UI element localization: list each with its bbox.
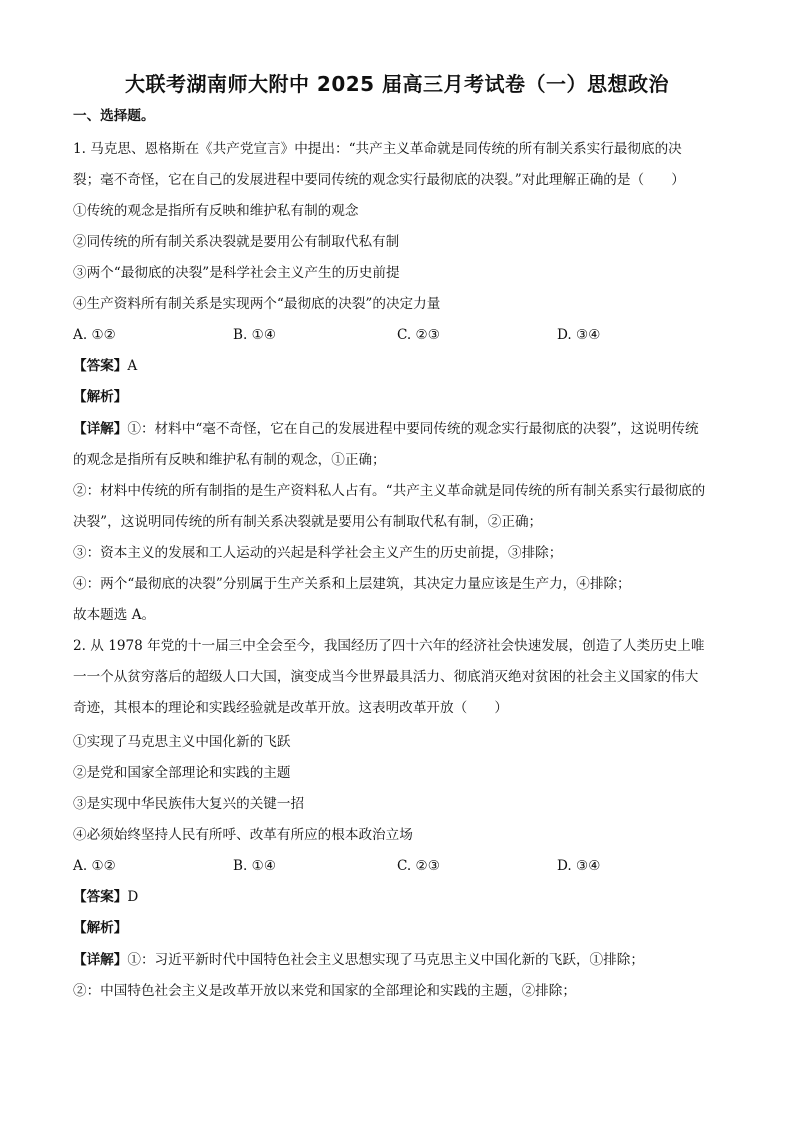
- answer-tag: 【答案】: [73, 358, 128, 374]
- q2-stem-line-2: 一一个从贫穷落后的超级人口大国，演变成当今世界最具活力、彻底消灭绝对贫困的社会主义国家的伟大: [73, 669, 699, 685]
- analysis-tag: 【解析】: [73, 920, 128, 936]
- answer-value: A: [127, 358, 138, 374]
- answer-tag: 【答案】: [73, 889, 128, 905]
- q2-option-d: D. ③④: [557, 858, 601, 874]
- q2-option-c: C. ②③: [397, 858, 440, 874]
- q1-stem-line-1: 1. 马克思、恩格斯在《共产党宣言》中提出：“共产主义革命就是同传统的所有制关系实行最彻底的决: [73, 141, 682, 157]
- q2-stem-line-3: 奇迹，其根本的理论和实践经验就是改革开放。这表明改革开放（ ）: [73, 700, 508, 716]
- q1-option-c: C. ②③: [397, 327, 440, 343]
- q1-option-a: A. ①②: [73, 327, 116, 343]
- section-heading: 一、选择题。: [73, 108, 155, 124]
- q2-detail-line-2: ②：中国特色社会主义是改革开放以来党和国家的全部理论和实践的主题，②排除；: [73, 983, 576, 999]
- detail-tag: 【详解】: [73, 952, 128, 968]
- q1-detail-line-7: 故本题选 A。: [73, 607, 156, 623]
- page-title: 大联考湖南师大附中 2025 届高三月考试卷（一）思想政治: [124, 72, 670, 96]
- q2-detail-line-1: [73, 950, 733, 970]
- q1-answer: [73, 356, 733, 376]
- detail-text: ①：材料中“毫不奇怪，它在自己的发展进程中要同传统的观念实行最彻底的决裂”，这说明传统: [127, 421, 699, 437]
- q1-detail-line-1: [73, 419, 733, 439]
- q2-item-2: ②是党和国家全部理论和实践的主题: [73, 765, 291, 781]
- q2-option-a: A. ①②: [73, 858, 116, 874]
- q2-option-b: B. ①④: [233, 858, 277, 874]
- q2-analysis: [73, 918, 733, 938]
- q2-item-4: ④必须始终坚持人民有所呼、改革有所应的根本政治立场: [73, 827, 413, 843]
- q2-answer: [73, 887, 733, 907]
- q2-item-3: ③是实现中华民族伟大复兴的关键一招: [73, 796, 305, 812]
- answer-value: D: [127, 889, 139, 905]
- q1-item-3: ③两个“最彻底的决裂”是科学社会主义产生的历史前提: [73, 265, 400, 281]
- q1-detail-line-4: 决裂”，这说明同传统的所有制关系决裂就是要用公有制取代私有制，②正确；: [73, 514, 543, 530]
- q1-detail-line-2: 的观念是指所有反映和维护私有制的观念，①正确；: [73, 452, 386, 468]
- analysis-tag: 【解析】: [73, 389, 128, 405]
- q2-stem-line-1: 2. 从 1978 年党的十一届三中全会至今，我国经历了四十六年的经济社会快速发展，创造了人类历史上唯: [73, 638, 705, 654]
- q1-option-d: D. ③④: [557, 327, 601, 343]
- q1-detail-line-5: ③：资本主义的发展和工人运动的兴起是科学社会主义产生的历史前提，③排除；: [73, 545, 563, 561]
- q1-analysis: [73, 387, 733, 407]
- detail-text: ①：习近平新时代中国特色社会主义思想实现了马克思主义中国化新的飞跃，①排除；: [127, 952, 644, 968]
- q1-detail-line-6: ④：两个“最彻底的决裂”分别属于生产关系和上层建筑，其决定力量应该是生产力，④排除；: [73, 576, 631, 592]
- q1-item-2: ②同传统的所有制关系决裂就是要用公有制取代私有制: [73, 234, 400, 250]
- q1-item-1: ①传统的观念是指所有反映和维护私有制的观念: [73, 203, 359, 219]
- detail-tag: 【详解】: [73, 421, 128, 437]
- q1-detail-line-3: ②：材料中传统的所有制指的是生产资料私人占有。“共产主义革命就是同传统的所有制关系实行最彻底的: [73, 483, 706, 499]
- q2-item-1: ①实现了马克思主义中国化新的飞跃: [73, 734, 291, 750]
- q1-stem-line-2: 裂；毫不奇怪，它在自己的发展进程中要同传统的观念实行最彻底的决裂。”对此理解正确的是（ ）: [73, 172, 685, 188]
- q1-item-4: ④生产资料所有制关系是实现两个“最彻底的决裂”的决定力量: [73, 296, 441, 312]
- q1-option-b: B. ①④: [233, 327, 277, 343]
